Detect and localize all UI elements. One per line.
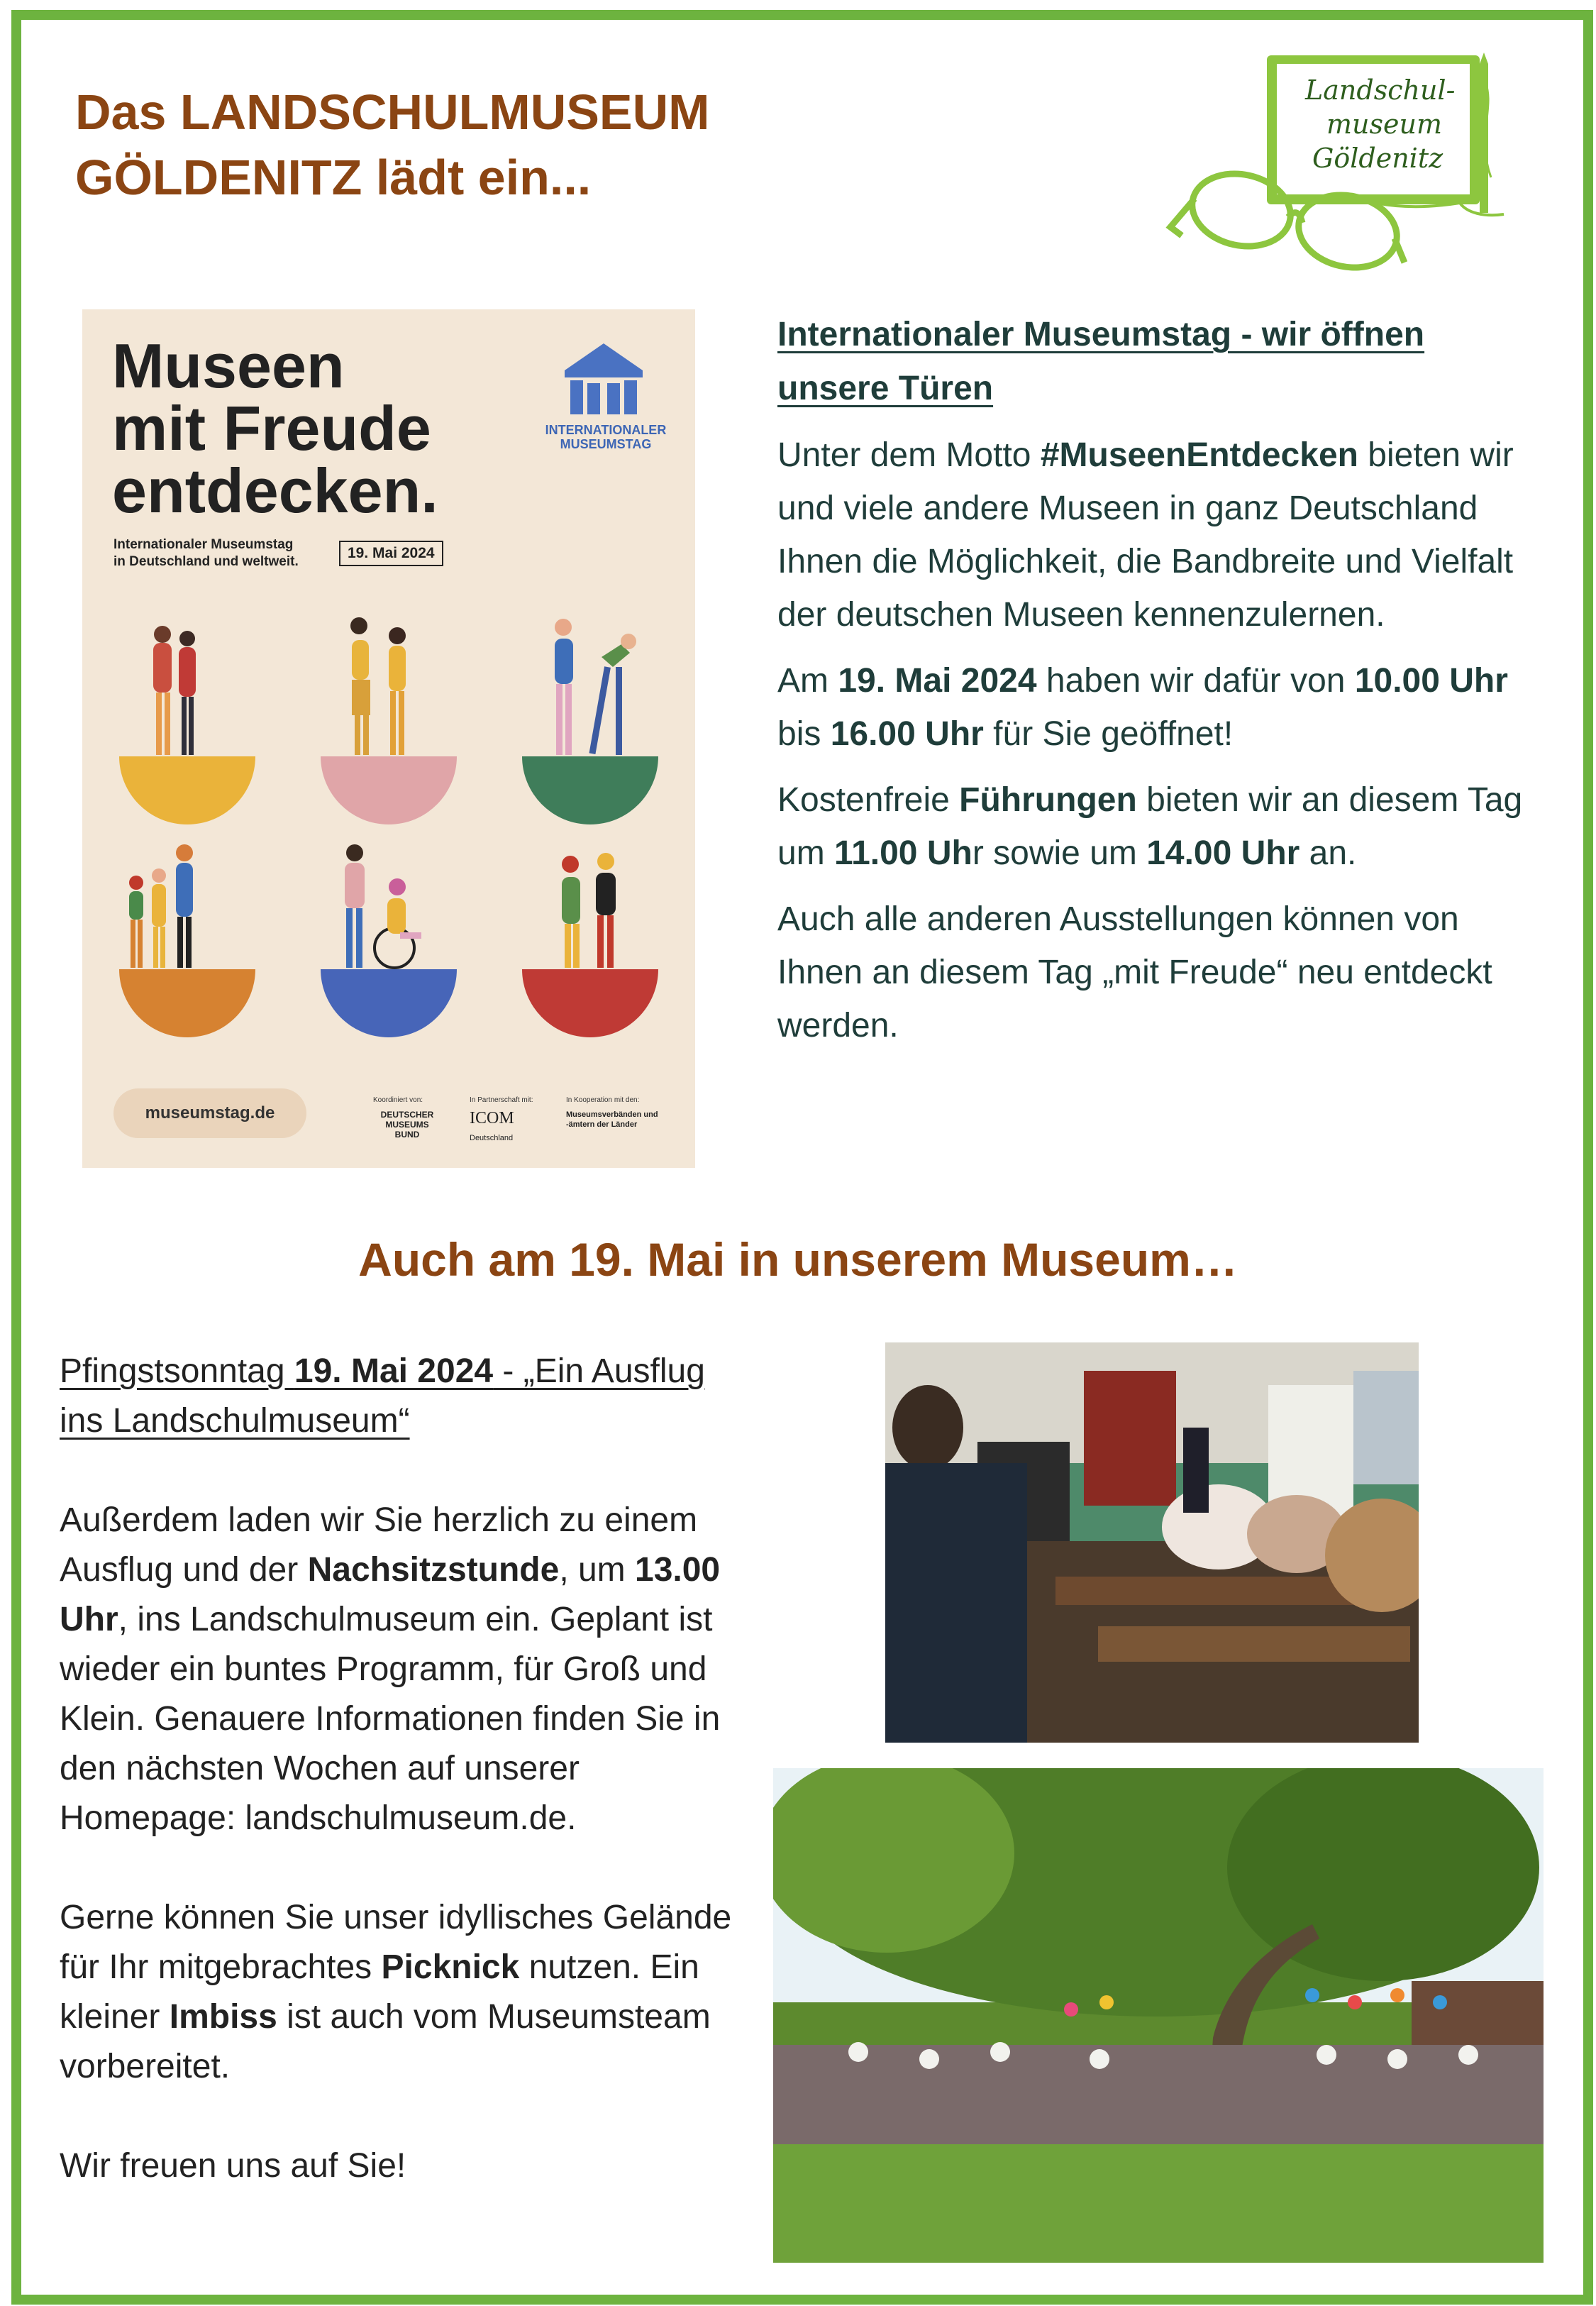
- tour-time-1: 11.00 Uh: [834, 834, 972, 872]
- classroom-photo: [885, 1342, 1419, 1743]
- poster-date: 19. Mai 2024: [339, 541, 443, 566]
- intro-hashtag: #MuseenEntdecken: [1040, 436, 1358, 474]
- intro-paragraph-3: [777, 773, 1536, 880]
- museum-logo: [1163, 50, 1511, 277]
- snack-label: Imbiss: [169, 1998, 277, 2036]
- logo-text-line3: Göldenitz: [1312, 143, 1443, 174]
- poster-subtitle: [113, 536, 348, 570]
- intro-p3-text-4: an.: [1299, 834, 1357, 872]
- intro-heading: Internationaler Museumstag - wir öffnen unsere Türen: [777, 316, 1425, 407]
- pfingsten-date: 19. Mai 2024: [294, 1352, 494, 1390]
- pf-p1-text-2: , um: [559, 1551, 635, 1589]
- pfingsten-heading: [60, 1347, 741, 1446]
- pfingsten-section: [60, 1347, 741, 2191]
- poster-brand-line1: INTERNATIONALER: [545, 423, 667, 437]
- poster-partner-caption-1: Koordiniert von:: [373, 1096, 423, 1104]
- intro-p3-text: Kostenfreie: [777, 781, 960, 819]
- poster-url: museumstag.de: [113, 1088, 306, 1138]
- intro-p2-text-3: bis: [777, 715, 831, 753]
- icom-sub: Deutschland: [470, 1134, 514, 1142]
- poster-brand: [528, 423, 684, 451]
- logo-text-line2: museum: [1326, 109, 1443, 140]
- poster-partner-logo-2: [470, 1110, 514, 1147]
- intro-p1-text-2: bieten wir und viele andere Museen in ganz Deutschland Ihnen die Möglichkeit, die Bandbreite und Vielfalt der deutschen Museen kennenzulernen.: [777, 436, 1514, 634]
- closing-line: Wir freuen uns auf Sie!: [60, 2147, 406, 2185]
- pfingsten-heading-text-2: - „Ein Ausflug ins Landschulmuseum“: [60, 1352, 705, 1440]
- intro-section: [777, 308, 1536, 1052]
- pf-p2-text-2: nutzen. Ein kleiner: [60, 1948, 699, 2036]
- intro-date: 19. Mai 2024: [838, 662, 1037, 700]
- poster-title: [112, 331, 438, 526]
- museum-building-icon: [550, 339, 657, 417]
- logo-text-line1: Landschul-: [1305, 75, 1456, 106]
- intro-paragraph-1: [777, 429, 1536, 641]
- intro-paragraph-2: [777, 654, 1536, 761]
- poster-title-line1: Museen: [112, 331, 345, 401]
- event-time: 13.00 Uhr: [60, 1551, 721, 1638]
- picnic-label: Picknick: [381, 1948, 520, 1986]
- poster-title-line2: mit Freude: [112, 393, 431, 463]
- poster-partner-caption-3: In Kooperation mit den:: [566, 1096, 640, 1104]
- intro-p2-text-2: haben wir dafür von: [1036, 662, 1355, 700]
- pf-p1-text: Außerdem laden wir Sie herzlich zu einem Ausflug und der: [60, 1501, 698, 1589]
- pfingsten-paragraph-2: [60, 1893, 741, 2092]
- intro-p1-text: Unter dem Motto: [777, 436, 1041, 474]
- page-title-line1: Das LANDSCHULMUSEUM: [75, 84, 710, 140]
- tours-label: Führungen: [959, 781, 1137, 819]
- poster-illustration: [82, 579, 695, 1076]
- poster-title-line3: entdecken.: [112, 456, 438, 526]
- section-heading: Auch am 19. Mai in unserem Museum…: [358, 1233, 1238, 1286]
- intro-paragraph-4: Auch alle anderen Ausstellungen können von Ihnen an diesem Tag „mit Freude“ neu entdeckt werden.: [777, 900, 1492, 1044]
- poster-partner-logo-1: DEUTSCHER MUSEUMS BUND: [380, 1110, 434, 1140]
- tour-time-2: 14.00 Uhr: [1146, 834, 1300, 872]
- poster-partner-caption-2: In Partnerschaft mit:: [470, 1096, 533, 1104]
- pf-p2-text: Gerne können Sie unser idyllisches Gelände für Ihr mitgebrachtes: [60, 1899, 732, 1986]
- intro-p3-text-3: r sowie um: [972, 834, 1147, 872]
- poster-partner-logo-3: Museumsverbänden und -ämtern der Länder: [566, 1110, 658, 1129]
- opening-time: 10.00 Uhr: [1354, 662, 1508, 700]
- intro-p2-text: Am: [777, 662, 838, 700]
- poster-subtitle-line1: Internationaler Museumstag: [113, 537, 294, 552]
- intro-p3-text-2: bieten wir an diesem Tag um: [777, 781, 1523, 872]
- poster-subtitle-line2: in Deutschland und weltweit.: [113, 554, 299, 569]
- pfingsten-paragraph-1: [60, 1496, 741, 1843]
- garden-photo: [773, 1768, 1544, 2263]
- poster-brand-line2: MUSEUMSTAG: [560, 437, 652, 451]
- event-name: Nachsitzstunde: [307, 1551, 560, 1589]
- page-title: [75, 79, 709, 210]
- closing-time: 16.00 Uhr: [830, 715, 984, 753]
- icom-logo: ICOM: [470, 1109, 514, 1127]
- pf-p1-text-3: , ins Landschulmuseum ein. Geplant ist wieder ein buntes Programm, für Groß und Klein. Genauere Informationen finden Sie in den nächsten Wochen auf unserer Homepage: landschulmuseum.de.: [60, 1601, 721, 1837]
- pf-p2-text-3: ist auch vom Museumsteam vorbereitet.: [60, 1998, 711, 2085]
- page-title-line2: GÖLDENITZ lädt ein...: [75, 150, 592, 205]
- intro-p2-text-4: für Sie geöffnet!: [983, 715, 1234, 753]
- museum-day-poster: [82, 309, 695, 1168]
- pfingsten-heading-text: Pfingstsonntag: [60, 1352, 294, 1390]
